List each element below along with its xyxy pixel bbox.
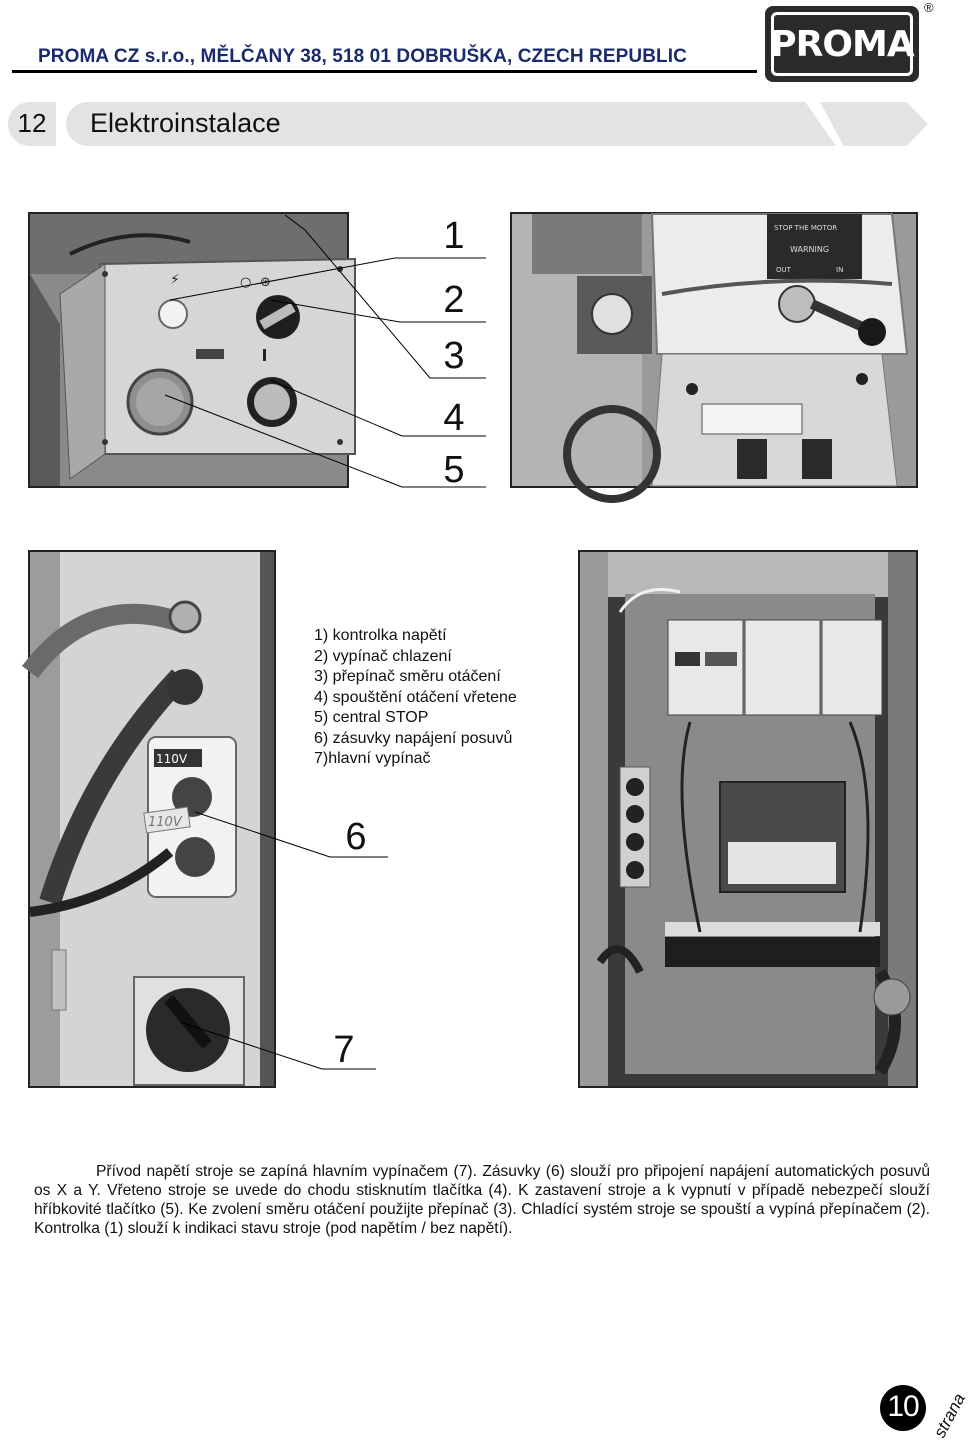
legend-item: 5) central STOP	[314, 709, 429, 726]
callout-2: 2	[443, 279, 465, 321]
legend-item: 4) spouštění otáčení vřetene	[314, 688, 517, 706]
callout-4: 4	[443, 397, 465, 439]
section-title: Elektroinstalace	[90, 108, 281, 138]
sockets-switch-photo	[28, 550, 276, 1088]
machine-head-photo	[510, 212, 918, 488]
registered-mark: ®	[924, 0, 934, 15]
body-paragraph	[34, 1162, 930, 1238]
callout-6: 6	[345, 816, 367, 858]
legend-item: 1) kontrolka napětí	[314, 627, 447, 644]
callout-1: 1	[443, 215, 465, 257]
company-address: PROMA CZ s.r.o., MĚLČANY 38, 518 01 DOBRUŠKA, CZECH REPUBLIC	[38, 46, 687, 67]
section-number: 12	[17, 108, 47, 138]
legend-list	[314, 626, 517, 770]
svg-text:⚡: ⚡	[170, 272, 180, 288]
legend-item: 2) vypínač chlazení	[314, 647, 452, 665]
control-panel-photo	[28, 212, 349, 488]
plate-text-1: STOP THE MOTOR	[774, 224, 838, 232]
legend-item: 6) zásuvky napájení posuvů	[314, 729, 513, 747]
svg-text:IN: IN	[836, 266, 844, 274]
callout-3: 3	[443, 335, 465, 377]
socket-label-mid: 110V	[148, 815, 182, 830]
electrical-cabinet-photo	[578, 550, 918, 1088]
page-word: strana	[930, 1390, 969, 1441]
svg-text:WARNING: WARNING	[790, 245, 830, 254]
svg-text:⊛: ⊛	[260, 275, 271, 290]
logo-text: PROMA	[770, 23, 914, 65]
callout-5: 5	[443, 449, 465, 491]
svg-text:OUT: OUT	[776, 266, 791, 274]
body-text: Přívod napětí stroje se zapíná hlavním vypínačem (7). Zásuvky (6) slouží pro připojení napájení automatických posuvů os X a Y. Vřeteno stroje se uvede do chodu stisknutím tlačítka (4). K zastavení stroje a k vypnutí v případě nebezpečí slouží hříbkovité tlačítko (5). Ke zvolení směru otáčení použijte přepínač (3). Chladící systém stroje se spouští a vypíná přepínačem (2). Kontrolka (1) slouží k indikaci stavu stroje (pod napětím / bez napětí).	[34, 1163, 930, 1237]
proma-logo	[765, 6, 919, 82]
legend-item: 3) přepínač směru otáčení	[314, 668, 501, 685]
svg-text:○: ○	[240, 275, 252, 290]
section-title-tail	[820, 102, 928, 146]
callout-7: 7	[333, 1029, 355, 1071]
header-rule	[12, 70, 757, 73]
page-number: 10	[887, 1390, 919, 1423]
socket-label-top: 110V	[156, 752, 188, 766]
legend-item: 7)hlavní vypínač	[314, 750, 431, 767]
